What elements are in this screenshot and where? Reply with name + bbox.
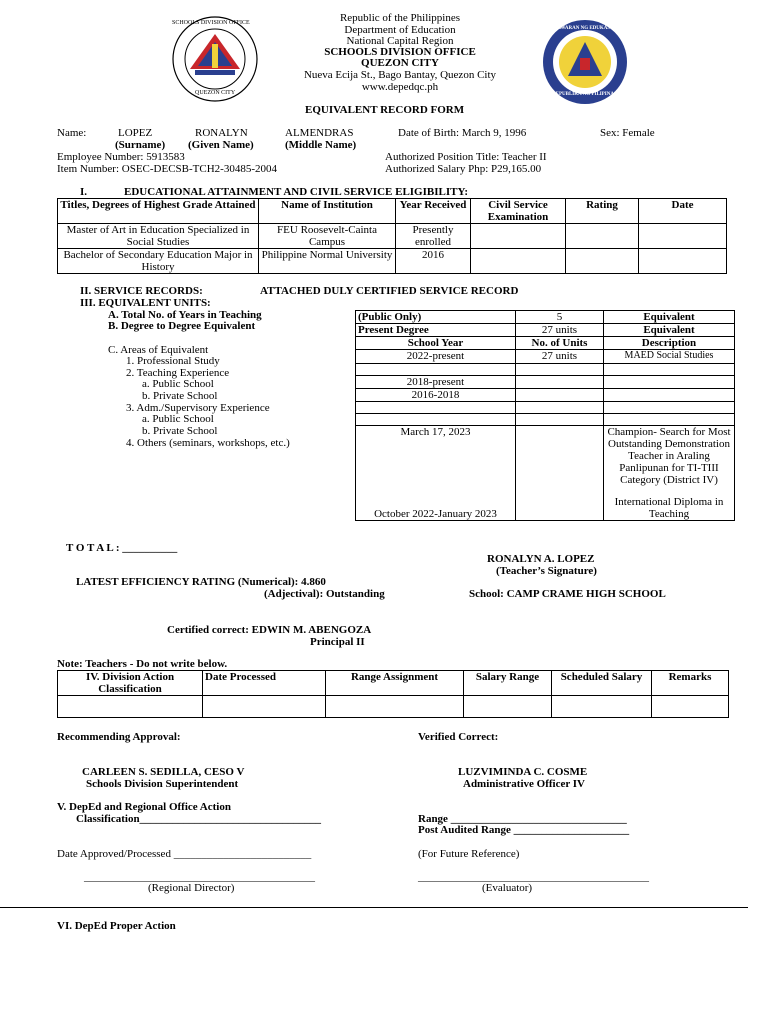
equiv-cell: Present Degree — [356, 324, 516, 337]
ao-title: Administrative Officer IV — [463, 778, 585, 790]
table-row — [58, 696, 729, 718]
table-row — [356, 376, 735, 389]
div-col-remarks: Remarks — [652, 671, 729, 696]
table-row — [58, 224, 727, 249]
certified-correct: Certified correct: EDWIN M. ABENGOZA — [167, 624, 372, 636]
equiv-cell: 27 units — [516, 350, 604, 364]
edu-col-date: Date — [639, 199, 727, 224]
given-name: RONALYN — [195, 127, 248, 139]
header-sdo: SCHOOLS DIVISION OFFICE — [324, 46, 476, 58]
edu-col-title: Titles, Degrees of Highest Grade Attained — [58, 199, 259, 224]
equiv-cell: (Public Only) — [356, 311, 516, 324]
regional-director-line: __________________________________________ — [84, 871, 315, 883]
right-seal-text-top: KAGAWARAN NG EDUKASYON — [546, 26, 622, 31]
edu-cell — [639, 249, 727, 274]
edu-cell: Presently enrolled — [396, 224, 471, 249]
edu-cell — [639, 224, 727, 249]
section3-label: III. EQUIVALENT UNITS: — [80, 297, 211, 309]
edu-col-cse: Civil Service Examination — [471, 199, 566, 224]
efficiency-adjectival: (Adjectival): Outstanding — [264, 588, 385, 600]
section5-title: V. DepEd and Regional Office Action — [57, 801, 231, 813]
section2-value: ATTACHED DULY CERTIFIED SERVICE RECORD — [260, 285, 519, 297]
equiv-col-description: Description — [604, 337, 735, 350]
table-row — [356, 350, 735, 364]
authorized-salary: Authorized Salary Php: P29,165.00 — [385, 163, 542, 175]
edu-cell: FEU Roosevelt-Cainta Campus — [259, 224, 396, 249]
section2-label: II. SERVICE RECORDS: — [80, 285, 203, 297]
equiv-cell — [356, 426, 516, 521]
equiv-cell: 27 units — [516, 324, 604, 337]
equiv-cell: Equivalent — [604, 324, 735, 337]
div-col-range: Range Assignment — [326, 671, 464, 696]
table-row — [356, 426, 735, 521]
section1-number: I. — [80, 186, 88, 198]
left-seal-text-bottom: QUEZON CITY — [195, 90, 236, 96]
div-col-classification: IV. Division Action Classification — [58, 671, 203, 696]
verified-correct: Verified Correct: — [418, 731, 499, 743]
header-website: www.depedqc.ph — [361, 81, 439, 93]
equiv-description: Champion- Search for Most Outstanding Demonstration Teacher in Araling Panlipunan for TI-TIII Category (District IV) — [607, 426, 731, 486]
ao-name: LUZVIMINDA C. COSME — [458, 766, 588, 778]
edu-cell: 2016 — [396, 249, 471, 274]
div-col-salary-range: Salary Range — [464, 671, 552, 696]
equiv-cell: MAED Social Studies — [604, 350, 735, 364]
equiv-cell — [604, 426, 735, 521]
header-city: QUEZON CITY — [361, 57, 439, 69]
school-name: School: CAMP CRAME HIGH SCHOOL — [469, 588, 666, 600]
equiv-cell: 2016-2018 — [356, 389, 516, 402]
div-col-scheduled: Scheduled Salary — [552, 671, 652, 696]
div-col-date-processed: Date Processed — [203, 671, 326, 696]
divider — [0, 907, 748, 908]
header-address: Nueva Ecija St., Bago Bantay, Quezon City — [303, 69, 497, 81]
table-row — [356, 414, 735, 426]
equiv-item-c2: 2. Teaching Experience — [126, 367, 230, 379]
table-row — [58, 249, 727, 274]
division-action-table — [57, 670, 729, 718]
recommending-approval: Recommending Approval: — [57, 731, 181, 743]
equiv-item-c2a: a. Public School — [142, 378, 214, 390]
teacher-name: RONALYN A. LOPEZ — [487, 553, 595, 565]
table-row — [356, 324, 735, 337]
edu-col-year: Year Received — [396, 199, 471, 224]
surname: LOPEZ — [118, 127, 153, 139]
edu-cell: Philippine Normal University — [259, 249, 396, 274]
edu-col-institution: Name of Institution — [259, 199, 396, 224]
equivalent-units-table — [355, 310, 735, 521]
equiv-item-b: B. Degree to Degree Equivalent — [108, 320, 256, 332]
equiv-item-c2b: b. Private School — [142, 390, 218, 402]
middle-name: ALMENDRAS — [285, 127, 354, 139]
sds-title: Schools Division Superintendent — [86, 778, 239, 790]
classification-line: Classification_________________________________ — [76, 813, 322, 825]
regional-director-label: (Regional Director) — [148, 882, 235, 894]
table-row — [356, 364, 735, 376]
edu-cell — [471, 249, 566, 274]
equiv-cell: 5 — [516, 311, 604, 324]
edu-col-rating: Rating — [566, 199, 639, 224]
position-title: Authorized Position Title: Teacher II — [385, 151, 547, 163]
equiv-item-c1: 1. Professional Study — [126, 355, 220, 367]
header-region: National Capital Region — [346, 35, 454, 47]
date-of-birth: Date of Birth: March 9, 1996 — [398, 127, 527, 139]
date-approved-line: Date Approved/Processed _________________________ — [57, 848, 312, 860]
table-row — [356, 402, 735, 414]
evaluator-label: (Evaluator) — [482, 882, 533, 894]
efficiency-numerical: LATEST EFFICIENCY RATING (Numerical): 4.860 — [76, 576, 326, 588]
sex: Sex: Female — [600, 127, 655, 139]
equiv-cell: 2022-present — [356, 350, 516, 364]
form-title: EQUIVALENT RECORD FORM — [305, 104, 465, 116]
table-row — [356, 389, 735, 402]
teacher-signature-label: (Teacher’s Signature) — [496, 565, 597, 577]
education-table — [57, 198, 727, 274]
middle-name-label: (Middle Name) — [285, 139, 357, 151]
section1-title: EDUCATIONAL ATTAINMENT AND CIVIL SERVICE ELIGIBILITY: — [124, 186, 469, 198]
section6-title: VI. DepEd Proper Action — [57, 920, 176, 932]
employee-number: Employee Number: 5913583 — [57, 151, 185, 163]
equiv-col-school-year: School Year — [356, 337, 516, 350]
equiv-cell: 2018-present — [356, 376, 516, 389]
equiv-date: March 17, 2023 — [400, 426, 471, 438]
equiv-cell: Equivalent — [604, 311, 735, 324]
principal-title: Principal II — [310, 636, 365, 648]
equiv-item-c3b: b. Private School — [142, 425, 218, 437]
surname-label: (Surname) — [115, 139, 166, 151]
equiv-item-c3a: a. Public School — [142, 413, 214, 425]
given-name-label: (Given Name) — [188, 139, 254, 151]
header-deped: Department of Education — [344, 24, 456, 36]
table-row — [356, 311, 735, 324]
equiv-item-c3: 3. Adm./Supervisory Experience — [126, 402, 270, 414]
evaluator-line: __________________________________________ — [418, 871, 649, 883]
edu-cell — [566, 224, 639, 249]
equiv-item-c: C. Areas of Equivalent — [108, 344, 209, 356]
equiv-description: International Diploma in Teaching — [614, 496, 724, 520]
sds-name: CARLEEN S. SEDILLA, CESO V — [82, 766, 245, 778]
left-seal-text-top: SCHOOLS DIVISION OFFICE — [172, 20, 250, 26]
edu-cell — [566, 249, 639, 274]
equiv-date: October 2022-January 2023 — [374, 508, 497, 520]
equiv-col-units: No. of Units — [516, 337, 604, 350]
right-seal-text-bottom: REPUBLIKA NG PILIPINAS — [552, 92, 617, 97]
item-number: Item Number: OSEC-DECSB-TCH2-30485-2004 — [57, 163, 277, 175]
name-label: Name: — [57, 127, 87, 139]
equiv-item-c4: 4. Others (seminars, workshops, etc.) — [126, 437, 290, 449]
equiv-item-a: A. Total No. of Years in Teaching — [108, 309, 262, 321]
edu-cell: Bachelor of Secondary Education Major in History — [58, 249, 259, 274]
post-audited-line: Post Audited Range _____________________ — [418, 824, 630, 836]
range-line: Range ________________________________ — [418, 813, 627, 825]
total-label: T O T A L : __________ — [66, 542, 178, 554]
note: Note: Teachers - Do not write below. — [57, 658, 228, 670]
edu-cell: Master of Art in Education Specialized in Social Studies — [58, 224, 259, 249]
edu-cell — [471, 224, 566, 249]
future-reference: (For Future Reference) — [418, 848, 520, 860]
header-republic: Republic of the Philippines — [339, 12, 461, 24]
